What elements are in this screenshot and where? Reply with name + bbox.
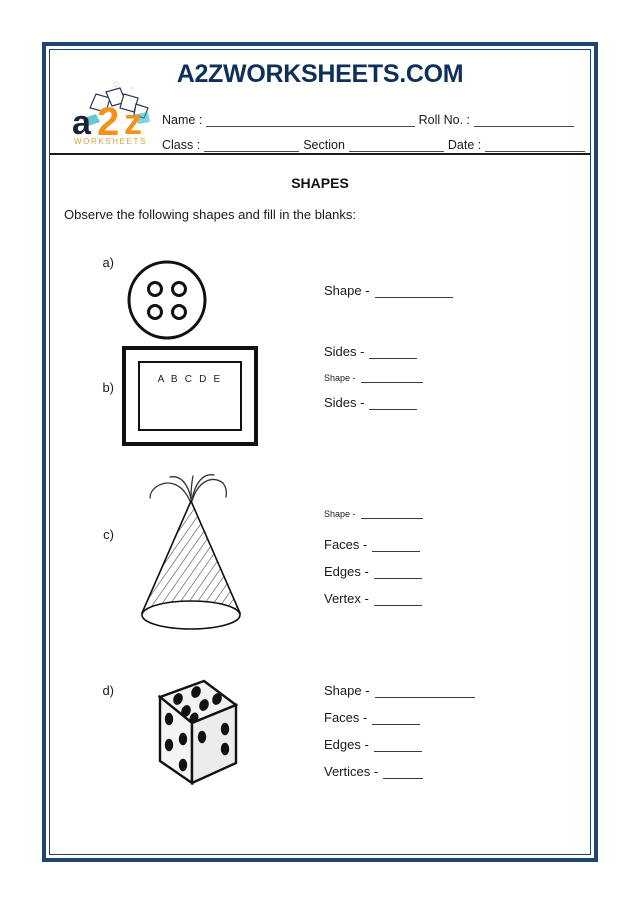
blank-input[interactable] (374, 740, 422, 752)
class-section-date-row (162, 127, 578, 152)
question-a (50, 255, 590, 345)
blank-row (324, 591, 590, 606)
blank-input[interactable] (383, 767, 423, 779)
date-label: Date : (447, 138, 482, 152)
blank-row (324, 507, 590, 519)
name-roll-row (162, 102, 578, 127)
blank-label: Sides - (324, 395, 365, 410)
question-c (50, 465, 590, 650)
blank-input[interactable] (369, 347, 417, 359)
dice-cube-icon (122, 675, 247, 793)
svg-text:a: a (72, 104, 91, 142)
blank-label: Shape - (324, 283, 370, 298)
blank-row (324, 371, 590, 383)
blank-input[interactable] (372, 540, 420, 552)
blank-row (324, 283, 590, 298)
blank-input[interactable] (375, 286, 453, 298)
blank-input[interactable] (361, 371, 423, 383)
section-input[interactable] (349, 138, 444, 152)
blank-input[interactable] (372, 713, 420, 725)
blank-label: Faces - (324, 537, 368, 552)
name-label: Name : (162, 113, 203, 127)
question-a-label: a) (102, 255, 114, 270)
blank-label: Vertex - (324, 591, 369, 606)
question-d-label: d) (102, 683, 114, 698)
svg-text:2: 2 (97, 100, 120, 144)
question-b-blanks (312, 340, 590, 446)
svg-text:WORKSHEETS: WORKSHEETS (74, 137, 147, 146)
logo-icon (66, 78, 170, 146)
student-info-fields (162, 102, 578, 152)
blank-label: Shape - (324, 373, 356, 383)
question-b-figure (122, 340, 312, 446)
blank-row (324, 710, 590, 725)
instruction-text: Observe the following shapes and fill in the blanks: (64, 207, 356, 222)
class-input[interactable] (204, 138, 299, 152)
blank-row (324, 764, 590, 779)
blank-label: Edges - (324, 737, 369, 752)
blank-input[interactable] (374, 594, 422, 606)
roll-no-label: Roll No. : (418, 113, 470, 127)
question-a-figure (122, 255, 312, 345)
question-d-figure (122, 675, 312, 793)
button-four-holes-icon (122, 255, 212, 345)
blank-label: Sides - (324, 344, 365, 359)
blank-input[interactable] (361, 507, 423, 519)
blank-row (324, 737, 590, 752)
blank-label: Shape - (324, 683, 370, 698)
page-title: SHAPES (291, 175, 349, 191)
blank-row (324, 564, 590, 579)
section-label: Section (303, 138, 345, 152)
blank-input[interactable] (375, 686, 475, 698)
blank-label: Shape - (324, 509, 356, 519)
worksheet-header (50, 50, 590, 155)
question-c-blanks (312, 465, 590, 650)
blank-input[interactable] (374, 567, 422, 579)
party-hat-cone-icon (122, 465, 262, 650)
a2z-worksheets-logo (66, 78, 170, 146)
frame-inner-text: A B C D E (157, 374, 223, 385)
worksheet-page-frame (42, 42, 598, 862)
brand-title: A2ZWORKSHEETS.COM (176, 60, 464, 88)
blank-label: Faces - (324, 710, 368, 725)
question-d-blanks (312, 675, 590, 793)
worksheet-inner-frame (49, 49, 591, 855)
class-label: Class : (162, 138, 201, 152)
date-input[interactable] (485, 138, 585, 152)
blank-row (324, 395, 590, 410)
blank-row (324, 344, 590, 359)
question-d (50, 675, 590, 793)
blank-label: Edges - (324, 564, 369, 579)
question-c-figure (122, 465, 312, 650)
svg-text:z: z (124, 101, 142, 142)
question-c-label: c) (103, 527, 114, 542)
blank-row (324, 537, 590, 552)
picture-frame-icon (122, 346, 258, 446)
worksheet-body (50, 155, 590, 854)
blank-label: Vertices - (324, 764, 379, 779)
name-input[interactable] (206, 113, 414, 127)
question-b-label: b) (102, 380, 114, 395)
blank-input[interactable] (369, 398, 417, 410)
blank-row (324, 683, 590, 698)
question-b (50, 340, 590, 446)
roll-no-input[interactable] (474, 113, 574, 127)
question-a-blanks (312, 255, 590, 345)
